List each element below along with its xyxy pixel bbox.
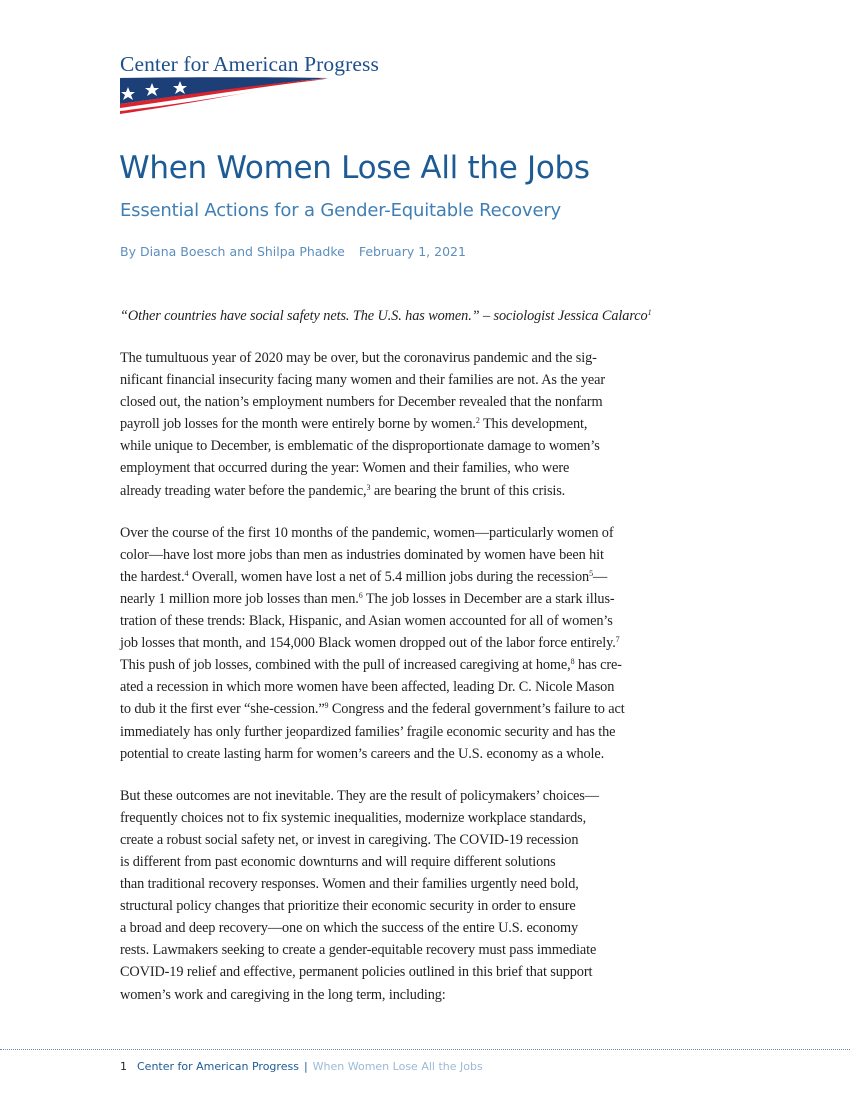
text-run: Congress and the federal government’s failure to act <box>328 701 625 718</box>
text-line <box>120 588 630 610</box>
authors: By Diana Boesch and Shilpa Phadke <box>120 244 345 259</box>
text-run: women’s work and caregiving in the long term, including: <box>120 986 446 1003</box>
text-line <box>120 851 630 873</box>
text-line <box>120 522 630 544</box>
text-run: This push of job losses, combined with the pull of increased caregiving at home, <box>120 657 571 674</box>
text-run: closed out, the nation’s employment numbers for December revealed that the nonfarm <box>120 394 603 411</box>
text-run: color—have lost more jobs than men as industries dominated by women have been hit <box>120 546 604 563</box>
text-line <box>120 391 630 413</box>
text-line <box>120 785 630 807</box>
text-run: create a robust social safety net, or invest in caregiving. The COVID-19 recession <box>120 831 579 848</box>
text-run: structural policy changes that prioritize their economic security in order to ensure <box>120 898 576 915</box>
text-line <box>120 544 630 566</box>
organization-logo <box>120 52 379 76</box>
text-line <box>120 917 630 939</box>
text-run: nearly 1 million more job losses than men. <box>120 590 359 607</box>
document-subtitle: Essential Actions for a Gender-Equitable Recovery <box>120 200 561 221</box>
text-run: is different from past economic downturns and will require different solutions <box>120 853 556 870</box>
text-line <box>120 829 630 851</box>
footnote-ref: 1 <box>647 308 652 317</box>
text-line <box>120 676 630 698</box>
text-run: already treading water before the pandemic, <box>120 482 367 499</box>
text-line <box>120 480 630 502</box>
text-line <box>120 654 630 676</box>
footnote-ref: 8 <box>570 657 575 667</box>
epigraph-quote: “Other countries have social safety nets. The U.S. has women.” – sociologist Jessica Calarco <box>120 308 648 324</box>
body-paragraph <box>120 347 630 502</box>
text-run: COVID-19 relief and effective, permanent policies outlined in this brief that support <box>120 964 593 981</box>
footnote-ref: 6 <box>358 590 363 600</box>
text-run: payroll job losses for the month were entirely borne by women. <box>120 416 476 433</box>
text-line <box>120 632 630 654</box>
text-line <box>120 369 630 391</box>
footnote-ref: 3 <box>366 482 371 492</box>
footer-separator: | <box>303 1060 308 1073</box>
text-run: frequently choices not to fix systemic inequalities, modernize workplace standards, <box>120 809 587 826</box>
footnote-ref: 2 <box>475 416 480 426</box>
text-run: The tumultuous year of 2020 may be over, but the coronavirus pandemic and the sig- <box>120 350 597 366</box>
text-line <box>120 698 630 720</box>
text-line <box>120 566 630 588</box>
text-line <box>120 873 630 895</box>
text-run: tration of these trends: Black, Hispanic, and Asian women accounted for all of women’s <box>120 613 613 630</box>
text-run: the hardest. <box>120 568 185 585</box>
body-paragraph <box>120 522 630 765</box>
text-line <box>120 961 630 983</box>
text-run: job losses that month, and 154,000 Black women dropped out of the labor force entirely. <box>120 635 616 652</box>
text-run: Overall, women have lost a net of 5.4 million jobs during the recession <box>188 568 590 585</box>
footer-divider <box>0 1049 850 1050</box>
text-run: The job losses in December are a stark illus- <box>362 590 615 607</box>
text-line <box>120 347 630 369</box>
footnote-ref: 7 <box>615 635 620 645</box>
text-line <box>120 413 630 435</box>
page-footer <box>120 1060 483 1073</box>
body-paragraph <box>120 785 630 1006</box>
text-run: But these outcomes are not inevitable. They are the result of policymakers’ choices— <box>120 787 599 804</box>
footnote-ref: 9 <box>324 701 329 711</box>
text-run: potential to create lasting harm for women’s careers and the U.S. economy as a whole. <box>120 745 605 762</box>
footer-org: Center for American Progress <box>137 1060 299 1073</box>
text-run: nificant financial insecurity facing many women and their families are not. As the year <box>120 372 606 389</box>
organization-name: Center for American Progress <box>120 52 379 76</box>
text-run: are bearing the brunt of this crisis. <box>370 482 566 499</box>
text-run: Over the course of the first 10 months of the pandemic, women—particularly women of <box>120 524 614 541</box>
text-run: than traditional recovery responses. Women and their families urgently need bold, <box>120 876 579 893</box>
text-line <box>120 895 630 917</box>
publication-date: February 1, 2021 <box>358 244 466 259</box>
text-run: — <box>592 568 608 585</box>
text-run: to dub it the first ever “she-cession.” <box>120 701 325 718</box>
text-line <box>120 457 630 479</box>
text-run: while unique to December, is emblematic of the disproportionate damage to women’s <box>120 438 600 455</box>
document-title: When Women Lose All the Jobs <box>119 150 590 186</box>
page-number: 1 <box>120 1060 127 1073</box>
text-run: immediately has only further jeopardized families’ fragile economic security and has the <box>120 723 616 740</box>
footer-report-title: When Women Lose All the Jobs <box>312 1060 483 1073</box>
text-line <box>120 743 630 765</box>
footnote-ref: 5 <box>589 568 593 578</box>
text-run: This development, <box>479 416 588 433</box>
text-run: rests. Lawmakers seeking to create a gender-equitable recovery must pass immediate <box>120 942 597 959</box>
text-run: employment that occurred during the year: Women and their families, who were <box>120 460 570 477</box>
text-line <box>120 721 630 743</box>
text-line <box>120 984 630 1006</box>
flag-stripes-stars-icon <box>120 74 330 116</box>
byline <box>120 244 466 259</box>
paragraphs <box>120 347 630 1006</box>
text-run: has cre- <box>574 657 622 674</box>
text-line <box>120 807 630 829</box>
text-run: a broad and deep recovery—one on which the success of the entire U.S. economy <box>120 920 579 937</box>
epigraph <box>120 305 652 327</box>
text-line <box>120 435 630 457</box>
text-line <box>120 939 630 961</box>
body-content <box>120 305 652 1026</box>
text-run: ated a recession in which more women have been affected, leading Dr. C. Nicole Mason <box>120 679 615 696</box>
footnote-ref: 4 <box>184 568 189 578</box>
text-line <box>120 610 630 632</box>
